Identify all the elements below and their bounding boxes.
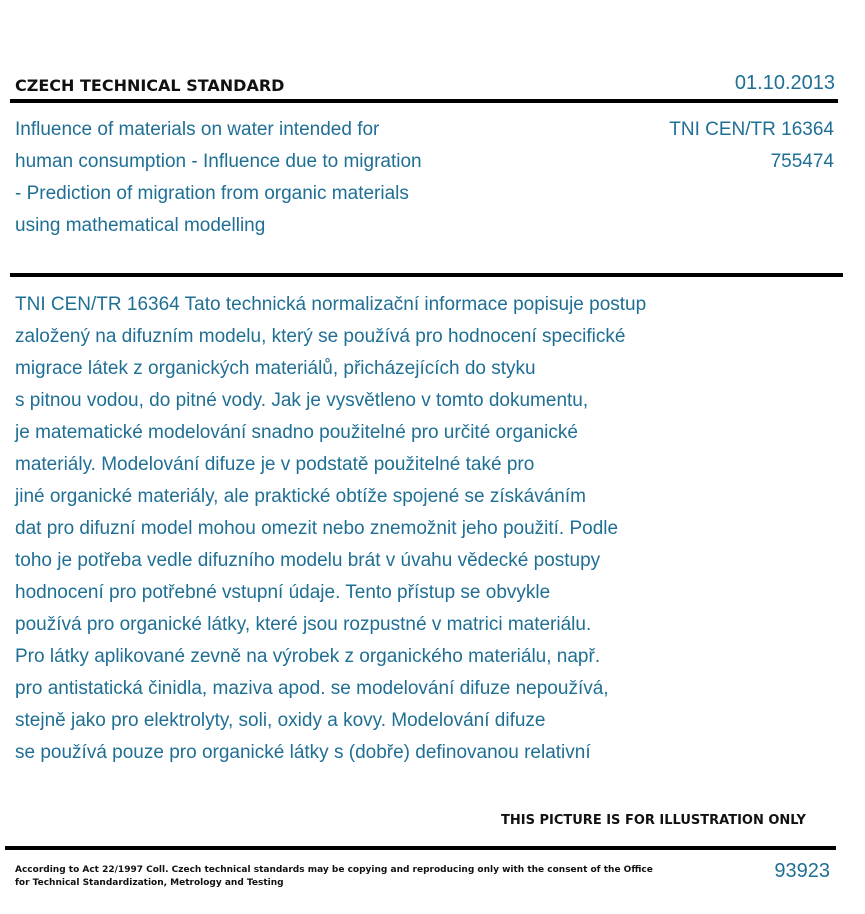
title-line: human consumption - Influence due to migration [15, 151, 422, 172]
abstract-line: je matematické modelování snadno použitelné pro určité organické [15, 422, 578, 443]
title-line: Influence of materials on water intended for [15, 119, 380, 140]
footer-number: 93923 [774, 860, 830, 882]
abstract-line: s pitnou vodou, do pitné vody. Jak je vysvětleno v tomto dokumentu, [15, 390, 589, 411]
document-title [15, 114, 495, 242]
standard-designation: TNI CEN/TR 16364 [669, 119, 834, 140]
abstract-text [15, 289, 845, 769]
abstract-line: Pro látky aplikované zevně na výrobek z organického materiálu, např. [15, 646, 601, 667]
abstract-line: dat pro difuzní model mohou omezit nebo znemožnit jeho použití. Podle [15, 518, 619, 539]
footer-divider [5, 846, 836, 850]
abstract-line: TNI CEN/TR 16364 Tato technická normalizační informace popisuje postup [15, 294, 647, 315]
publication-date: 01.10.2013 [734, 72, 835, 94]
abstract-line: stejně jako pro elektrolyty, soli, oxidy a kovy. Modelování difuze [15, 710, 546, 731]
abstract-line: migrace látek z organických materiálů, přicházejících do styku [15, 358, 536, 379]
abstract-line: materiály. Modelování difuze je v podstatě použitelné také pro [15, 454, 535, 475]
title-divider [10, 273, 843, 277]
abstract-line: pro antistatická činidla, maziva apod. se modelování difuze nepoužívá, [15, 678, 609, 699]
document-type-label: CZECH TECHNICAL STANDARD [15, 76, 285, 95]
abstract-line: používá pro organické látky, které jsou rozpustné v matrici materiálu. [15, 614, 592, 635]
standard-identifiers [669, 114, 834, 178]
abstract-line: jiné organické materiály, ale praktické obtíže spojené se získáváním [15, 486, 586, 507]
abstract-line: hodnocení pro potřebné vstupní údaje. Tento přístup se obvykle [15, 582, 551, 603]
title-line: - Prediction of migration from organic materials [15, 183, 409, 204]
copyright-notice [15, 864, 653, 890]
title-line: using mathematical modelling [15, 215, 266, 236]
copyright-line: According to Act 22/1997 Coll. Czech technical standards may be copying and reproducing only with the consent of the Office [15, 865, 653, 875]
illustration-disclaimer: THIS PICTURE IS FOR ILLUSTRATION ONLY [501, 813, 806, 828]
copyright-line: for Technical Standardization, Metrology and Testing [15, 878, 284, 888]
abstract-line: toho je potřeba vedle difuzního modelu brát v úvahu vědecké postupy [15, 550, 601, 571]
abstract-line: založený na difuzním modelu, který se používá pro hodnocení specifické [15, 326, 626, 347]
catalog-number: 755474 [770, 151, 834, 172]
header-divider [10, 99, 838, 103]
abstract-line: se používá pouze pro organické látky s (dobře) definovanou relativní [15, 742, 591, 763]
